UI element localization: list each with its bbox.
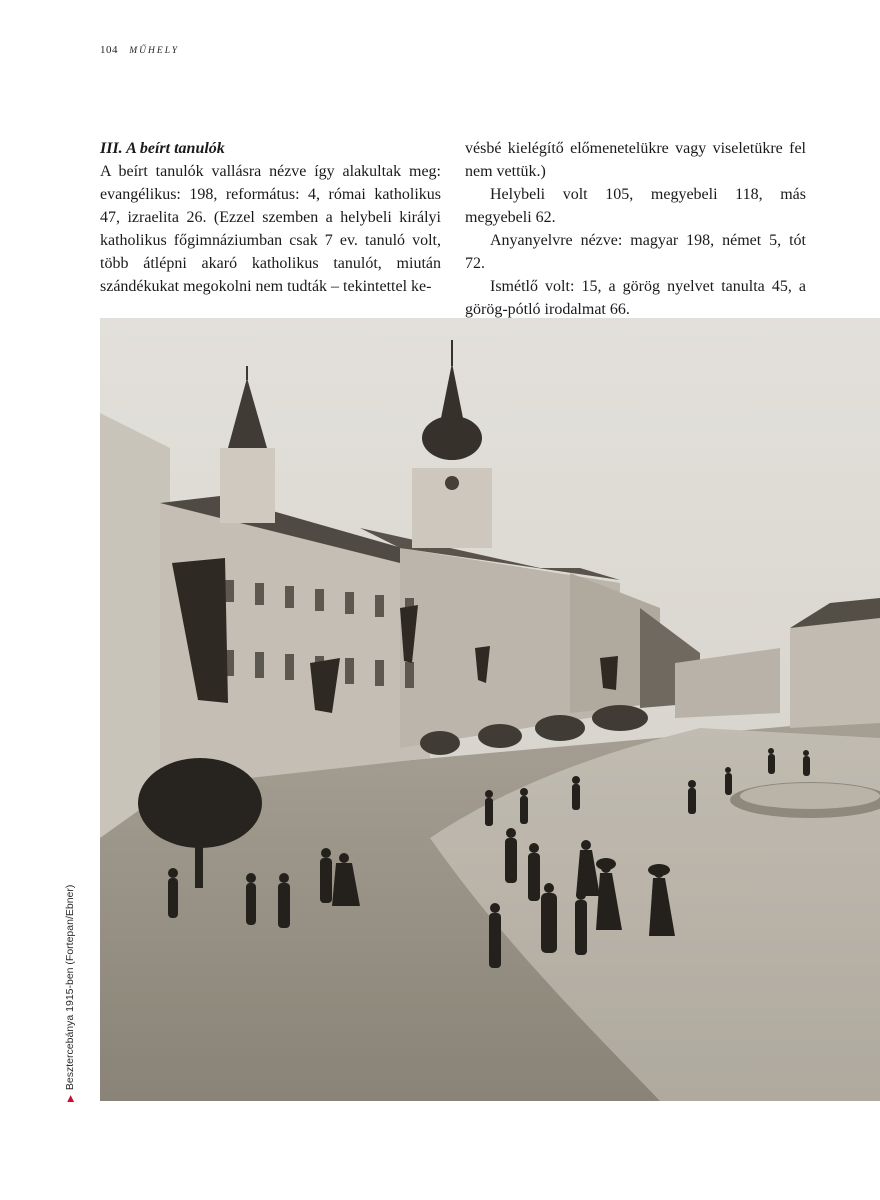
historic-town-square-photo <box>100 318 880 1101</box>
text-column-right <box>465 137 806 321</box>
page-number: 104 <box>100 44 118 56</box>
caption-text: Besztercebánya 1915-ben (Fortepan/Ebner) <box>64 884 76 1091</box>
running-header <box>100 44 179 56</box>
section-heading: III. A beírt tanulók <box>100 140 225 157</box>
body-paragraph: vésbé kielégítő előmenetelükre vagy viseletükre fel nem vettük.) <box>465 140 806 180</box>
body-paragraph: A beírt tanulók vallásra nézve így alakultak meg: evangélikus: 198, református: 4, római katholikus 47, izraelita 26. (Ezzel szemben a helybeli királyi katholikus főgimnáziumban csak 7 ev. tanuló volt, több átlépni akaró katholikus tanulót, miután szándékukat megokolni nem tudták – tekintettel ke- <box>100 163 441 295</box>
body-paragraph: Helybeli volt 105, megyebeli 118, más megyebeli 62. <box>465 186 806 226</box>
photo-caption <box>64 885 76 1102</box>
text-column-left <box>100 137 441 298</box>
section-title: MŰHELY <box>129 46 180 56</box>
caption-marker-icon: ▶ <box>65 1095 75 1102</box>
body-paragraph: Ismétlő volt: 15, a görög nyelvet tanulta 45, a görög-pótló irodalmat 66. <box>465 278 806 318</box>
body-paragraph: Anyanyelvre nézve: magyar 198, német 5, tót 72. <box>465 232 806 272</box>
